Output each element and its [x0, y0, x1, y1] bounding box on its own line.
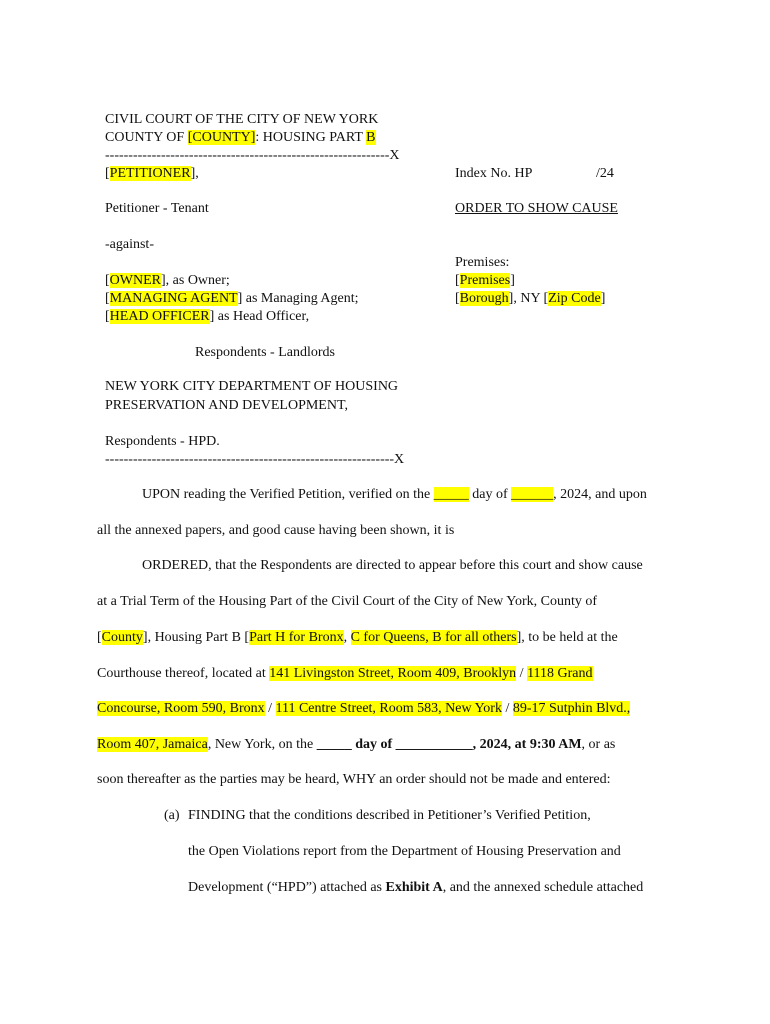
county-placeholder: [COUNTY]: [187, 130, 256, 145]
petitioner-role: Petitioner - Tenant: [105, 201, 209, 216]
managing-agent-line: [MANAGING AGENT] as Managing Agent;: [105, 291, 359, 306]
hpd-name-line1: NEW YORK CITY DEPARTMENT OF HOUSING: [105, 379, 399, 394]
address-brooklyn: 141 Livingston Street, Room 409, Brooklyn: [269, 666, 517, 681]
caption-divider-top: -------------------------------------------------------------X: [105, 148, 400, 163]
address-new-york: 111 Centre Street, Room 583, New York: [275, 701, 502, 716]
body-para2-line1: ORDERED, that the Respondents are directed to appear before this court and show cause: [142, 558, 643, 573]
item-a-line2: the Open Violations report from the Department of Housing Preservation and: [188, 844, 621, 859]
county-line: COUNTY OF [COUNTY]: HOUSING PART B: [105, 130, 376, 145]
body-para2-line6: Room 407, Jamaica, New York, on the _____ day of ___________, 2024, at 9:30 AM, or as: [97, 737, 616, 752]
caption-divider-bottom: --------------------------------------------------------------X: [105, 452, 405, 467]
verify-day-blank: _____: [433, 487, 469, 502]
borough-placeholder: Borough: [459, 291, 509, 306]
owner-line: [OWNER], as Owner;: [105, 273, 230, 288]
item-a-label: (a): [164, 808, 180, 823]
part-c-queens: C for Queens, B for all others: [350, 630, 517, 645]
document-title: ORDER TO SHOW CAUSE: [455, 201, 618, 216]
borough-zip-line: [Borough], NY [Zip Code]: [455, 291, 606, 306]
body-county-placeholder: County: [101, 630, 143, 645]
body-para2-line5: Concourse, Room 590, Bronx / 111 Centre Street, Room 583, New York / 89-17 Sutphin Blvd.,: [97, 701, 631, 716]
address-bronx-part2: Concourse, Room 590, Bronx: [97, 701, 265, 716]
address-bronx-part1: 1118 Grand: [527, 666, 593, 681]
exhibit-a-ref: Exhibit A: [385, 880, 443, 895]
part-h-bronx: Part H for Bronx: [249, 630, 344, 645]
item-a-line1: FINDING that the conditions described in Petitioner’s Verified Petition,: [188, 808, 591, 823]
owner-placeholder: OWNER: [109, 273, 161, 288]
body-para2-line4: Courthouse thereof, located at 141 Livingston Street, Room 409, Brooklyn / 1118 Grand: [97, 666, 593, 681]
body-para1-line2: all the annexed papers, and good cause having been shown, it is: [97, 523, 455, 538]
premises-line: [Premises]: [455, 273, 515, 288]
zip-placeholder: Zip Code: [548, 291, 601, 306]
court-name: CIVIL COURT OF THE CITY OF NEW YORK: [105, 112, 379, 127]
part-placeholder: B: [366, 130, 376, 145]
managing-agent-placeholder: MANAGING AGENT: [109, 291, 238, 306]
petitioner-placeholder: PETITIONER: [109, 166, 191, 181]
petitioner-line: [PETITIONER],: [105, 166, 199, 181]
against-text: -against-: [105, 237, 154, 252]
respondents-landlords: Respondents - Landlords: [195, 345, 335, 360]
premises-placeholder: Premises: [459, 273, 511, 288]
body-para2-line2: at a Trial Term of the Housing Part of the Civil Court of the City of New York, County of: [97, 594, 598, 609]
hearing-date-time: _____ day of ___________, 2024, at 9:30 AM: [316, 737, 582, 752]
index-number-suffix: /24: [596, 166, 614, 181]
verify-month-blank: ______: [511, 487, 554, 502]
item-a-line3: Development (“HPD”) attached as Exhibit A, and the annexed schedule attached: [188, 880, 644, 895]
address-jamaica-part2: Room 407, Jamaica: [97, 737, 208, 752]
head-officer-placeholder: HEAD OFFICER: [109, 309, 210, 324]
body-para1-line1: UPON reading the Verified Petition, verified on the _____ day of ______, 2024, and upon: [142, 487, 647, 502]
body-para2-line7: soon thereafter as the parties may be heard, WHY an order should not be made and entered:: [97, 772, 611, 787]
index-number-label: Index No. HP: [455, 166, 533, 181]
head-officer-line: [HEAD OFFICER] as Head Officer,: [105, 309, 310, 324]
hpd-name-line2: PRESERVATION AND DEVELOPMENT,: [105, 398, 348, 413]
body-para2-line3: [County], Housing Part B [Part H for Bronx, C for Queens, B for all others], to be held at the: [97, 630, 618, 645]
premises-label: Premises:: [455, 255, 510, 270]
address-jamaica-part1: 89-17 Sutphin Blvd.,: [512, 701, 631, 716]
respondents-hpd: Respondents - HPD.: [105, 434, 220, 449]
